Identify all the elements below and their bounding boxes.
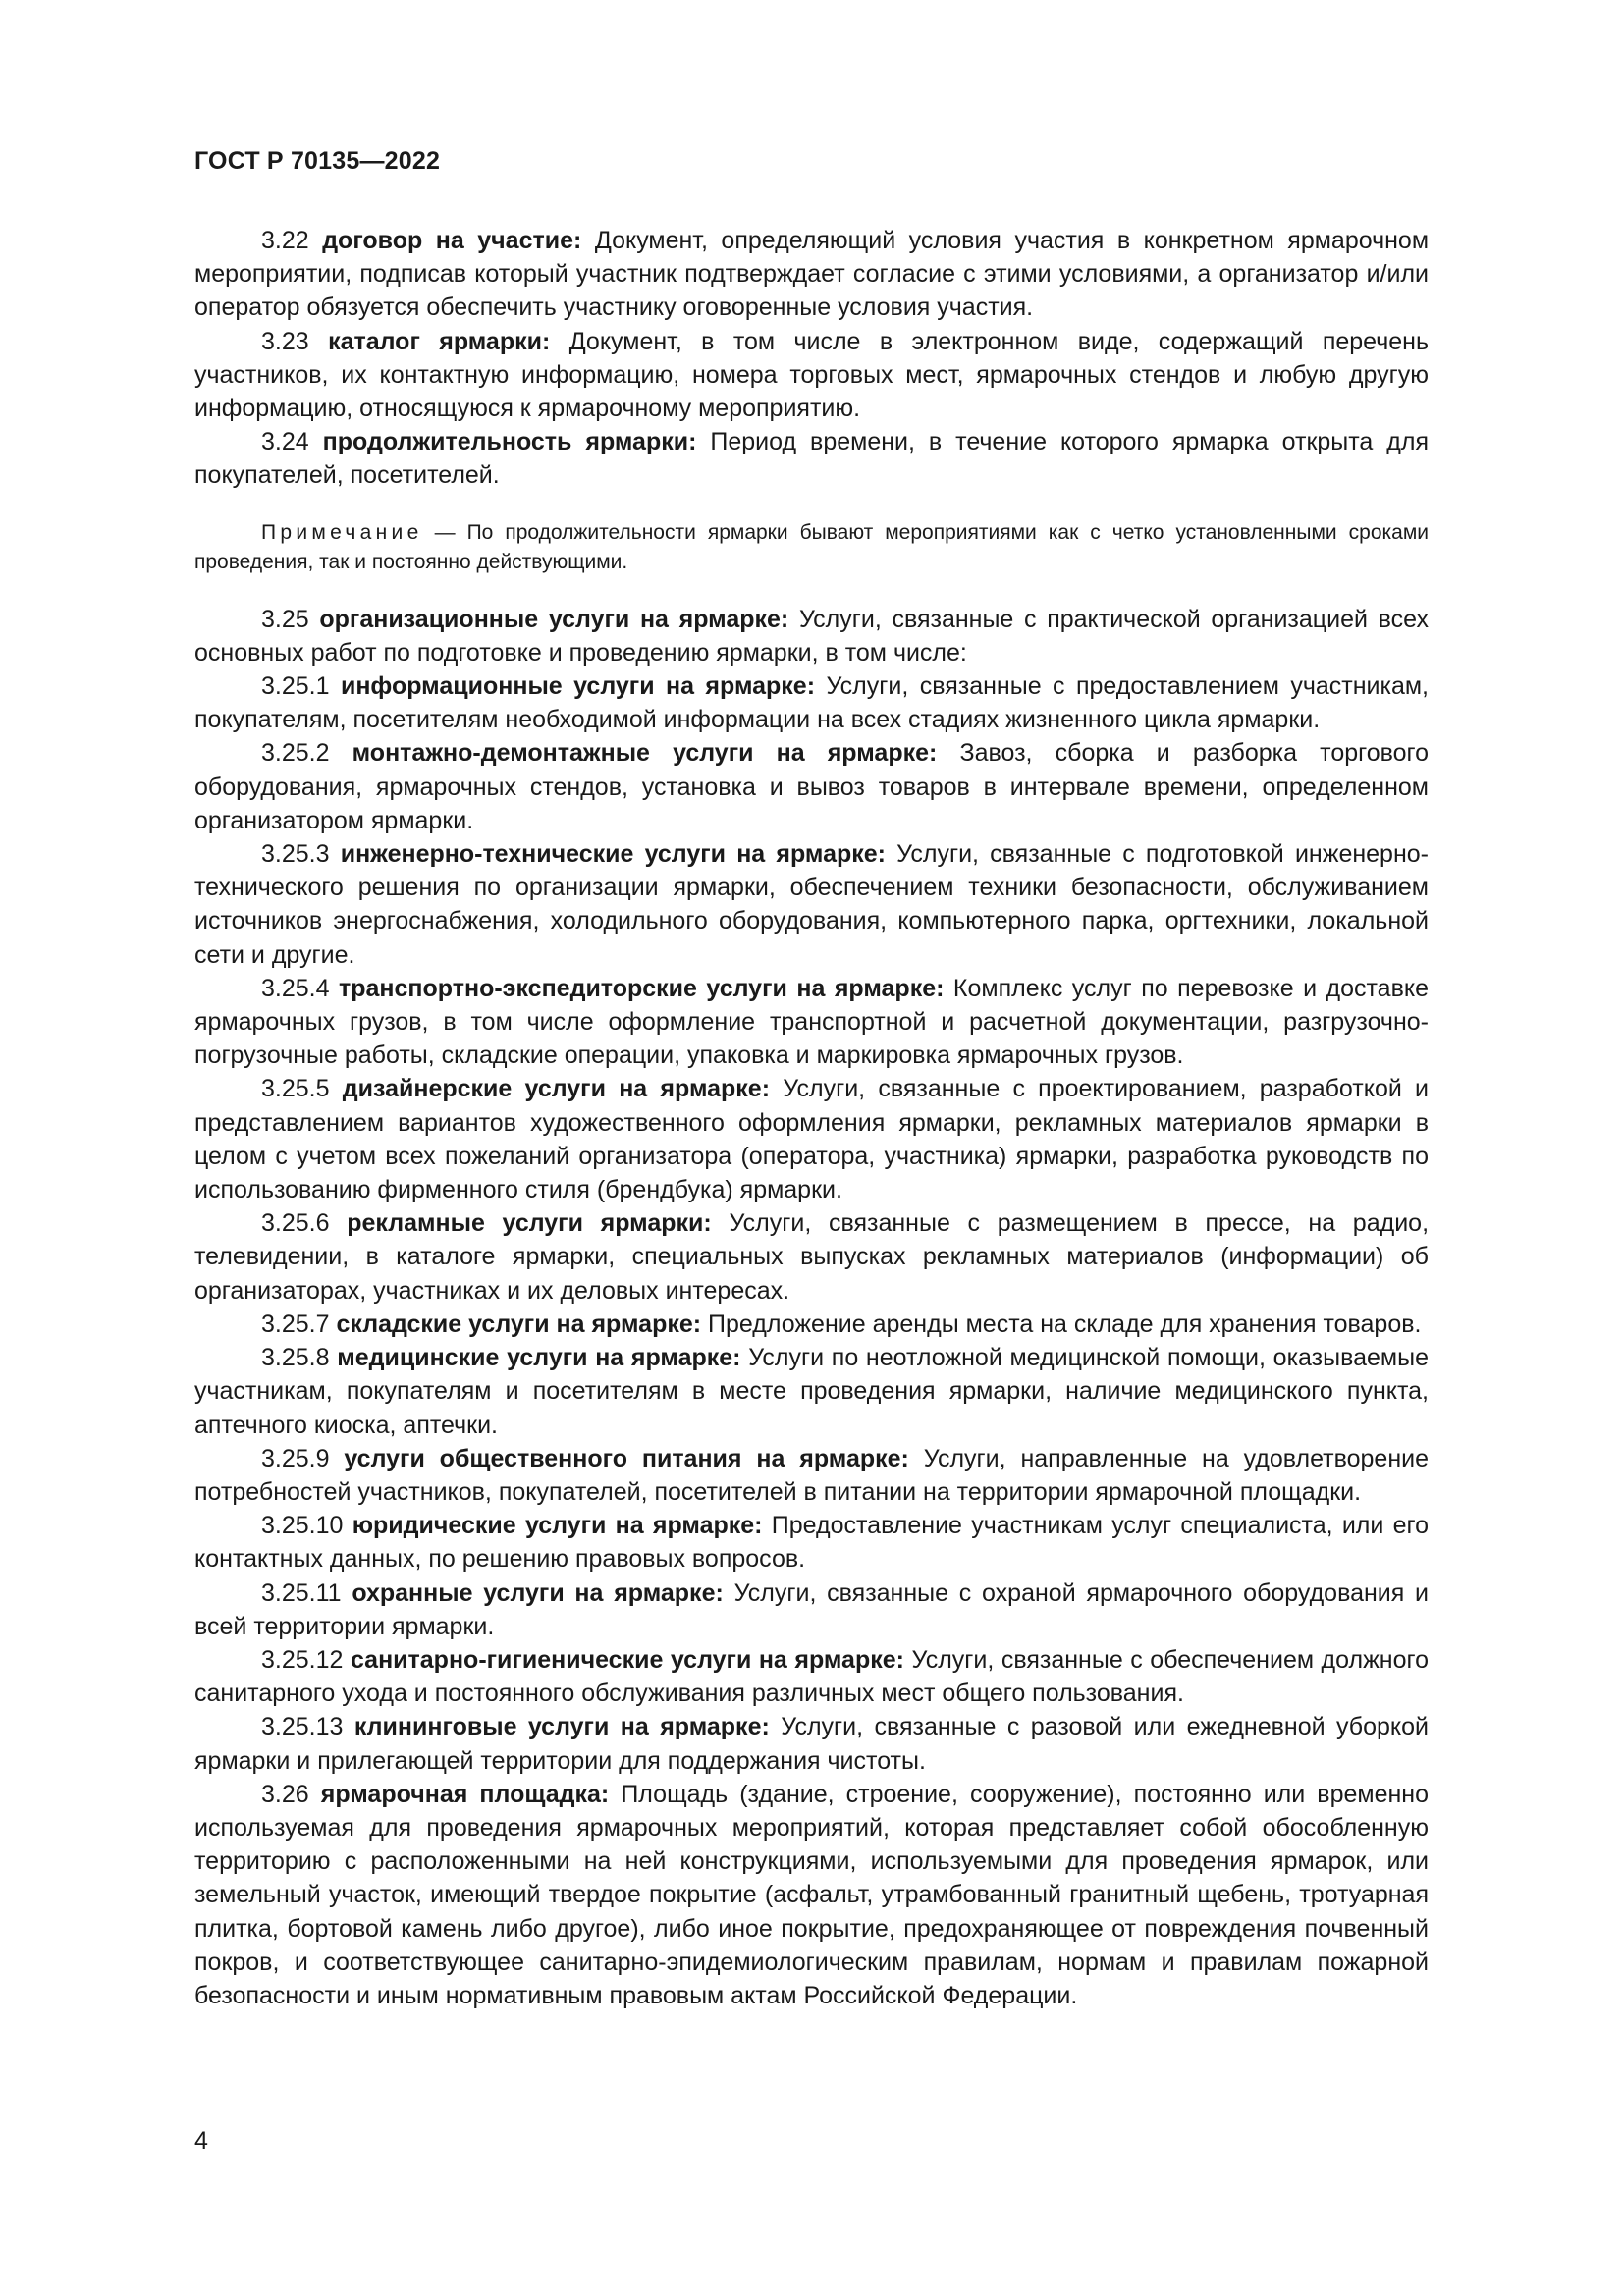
definition-text: Услуги, связанные с подготовкой инженерно-технического решения по организации ярмарки, обеспечением техники безопасности, обслуживанием источников энергоснабжения, холодильного оборудования, компьютерного парка, оргтехники, локальной сети и другие. [194, 840, 1429, 969]
document-header: ГОСТ Р 70135—2022 [194, 147, 441, 175]
definition-paragraph [194, 1206, 1429, 1308]
definition-paragraph [194, 224, 1429, 325]
defined-term: клининговые услуги на ярмарке: [353, 1713, 770, 1741]
clause-number: 3.26 [261, 1780, 309, 1808]
definition-paragraph [194, 1072, 1429, 1206]
definition-text: Услуги по неотложной медицинской помощи, оказываемые участникам, покупателям и посетителям в месте проведения ярмарки, наличие медицинского пункта, аптечного киоска, аптечки. [194, 1344, 1429, 1439]
defined-term: продолжительность ярмарки: [322, 428, 697, 456]
definition-text: Услуги, связанные с обеспечением должного санитарного ухода и постоянного обслуживания различных мест общего пользования. [194, 1645, 1429, 1708]
clause-number: 3.25.10 [261, 1512, 344, 1540]
definition-text: Завоз, сборка и разборка торгового оборудования, ярмарочных стендов, установка и вывоз товаров в интервале времени, определенном организатором ярмарки. [194, 739, 1430, 834]
defined-term: юридические услуги на ярмарке: [352, 1512, 763, 1540]
definition-text: Площадь (здание, строение, сооружение), постоянно или временно используемая для проведения ярмарочных мероприятий, которая представляет собой обособленную территорию с расположенными на ней конструкциями, используемыми для проведения ярмарок, или земельный участок, имеющий твердое покрытие (асфальт, утрамбованный гранитный щебень, тротуарная плитка, бортовой камень либо другое), либо иное покрытие, предохраняющее от повреждения почвенный покров, и соответствующее санитарно-эпидемиологическим правилам, нормам и правилам пожарной безопасности и иным нормативным правовым актам Российской Федерации. [194, 1780, 1429, 2009]
defined-term: каталог ярмарки: [328, 327, 551, 355]
clause-number: 3.24 [261, 428, 309, 456]
note-label: Примечание [261, 520, 423, 544]
definition-paragraph [194, 736, 1429, 837]
definition-paragraph [194, 1308, 1429, 1341]
definition-paragraph [194, 1778, 1429, 2012]
defined-term: услуги общественного питания на ярмарке: [344, 1444, 909, 1472]
document-body [194, 224, 1429, 2012]
clause-number: 3.23 [261, 327, 309, 355]
definition-text: Документ, в том числе в электронном виде, содержащий перечень участников, их контактную информацию, номера торговых мест, ярмарочных стендов и любую другую информацию, относящуюся к ярмарочному мероприятию. [194, 327, 1430, 423]
defined-term: дизайнерские услуги на ярмарке: [342, 1075, 771, 1103]
clause-number: 3.25.3 [261, 840, 330, 869]
note-paragraph [194, 518, 1429, 577]
definition-text: Услуги, связанные с размещением в прессе, на радио, телевидении, в каталоге ярмарки, специальных выпусках рекламных материалов (информации) об организаторах, участниках и их деловых интересах. [194, 1209, 1430, 1305]
clause-number: 3.25.11 [261, 1578, 342, 1607]
definition-text: Услуги, связанные с охраной ярмарочного оборудования и всей территории ярмарки. [194, 1578, 1430, 1640]
definition-paragraph [194, 1643, 1429, 1710]
definition-text: Период времени, в течение которого ярмарка открыта для покупателей, посетителей. [194, 428, 1429, 490]
clause-number: 3.25.7 [261, 1309, 330, 1338]
clause-number: 3.25.5 [261, 1075, 330, 1103]
definition-paragraph [194, 1710, 1429, 1777]
clause-number: 3.25 [261, 605, 309, 633]
clause-number: 3.25.1 [261, 672, 330, 701]
definition-text: Услуги, связанные с проектированием, разработкой и представлением вариантов художественного оформления ярмарки, рекламных материалов ярмарки в целом с учетом всех пожеланий организатора (оператора, участника) ярмарки, разработка руководств по использованию фирменного стиля (брендбука) ярмарки. [194, 1075, 1429, 1204]
definition-paragraph [194, 1576, 1429, 1643]
definitions-before-note [194, 224, 1429, 493]
definition-text: Комплекс услуг по перевозке и доставке ярмарочных грузов, в том числе оформление транспортной и расчетной документации, разгрузочно-погрузочные работы, складские операции, упаковка и маркировка ярмарочных грузов. [194, 974, 1429, 1070]
definition-paragraph [194, 325, 1429, 426]
clause-number: 3.25.6 [261, 1209, 330, 1238]
clause-number: 3.25.2 [261, 739, 330, 768]
definition-text: Услуги, связанные с разовой или ежедневной уборкой ярмарки и прилегающей территории для поддержания чистоты. [194, 1713, 1429, 1775]
definition-paragraph [194, 1509, 1429, 1575]
defined-term: складские услуги на ярмарке: [336, 1309, 702, 1338]
definition-paragraph [194, 1442, 1429, 1509]
page-number: 4 [194, 2127, 208, 2155]
defined-term: инженерно-технические услуги на ярмарке: [340, 840, 886, 869]
defined-term: ярмарочная площадка: [320, 1780, 610, 1808]
definition-paragraph [194, 972, 1429, 1073]
note-text: — По продолжительности ярмарки бывают мероприятиями как с четко установленными сроками проведения, так и постоянно действующими. [194, 520, 1429, 573]
clause-number: 3.25.12 [261, 1645, 344, 1674]
clause-number: 3.25.8 [261, 1344, 330, 1372]
definition-text: Документ, определяющий условия участия в конкретном ярмарочном мероприятии, подписав который участник подтверждает согласие с этими условиями, а организатор и/или оператор обязуется обеспечить участнику оговоренные условия участия. [194, 227, 1430, 322]
clause-number: 3.22 [261, 227, 309, 254]
defined-term: рекламные услуги ярмарки: [347, 1209, 712, 1238]
clause-number: 3.25.4 [261, 974, 330, 1002]
defined-term: информационные услуги на ярмарке: [340, 672, 816, 701]
defined-term: транспортно-экспедиторские услуги на ярмарке: [339, 974, 945, 1002]
clause-number: 3.25.13 [261, 1713, 344, 1741]
defined-term: организационные услуги на ярмарке: [319, 605, 789, 633]
definition-text: Услуги, направленные на удовлетворение потребностей участников, покупателей, посетителей в питании на территории ярмарочной площадки. [194, 1444, 1429, 1506]
definition-text: Предоставление участникам услуг специалиста, или его контактных данных, по решению правовых вопросов. [194, 1512, 1429, 1574]
definitions-after-note [194, 603, 1429, 2013]
defined-term: монтажно-демонтажные услуги на ярмарке: [352, 739, 938, 768]
defined-term: медицинские услуги на ярмарке: [337, 1344, 741, 1372]
definition-text: Предложение аренды места на складе для хранения товаров. [708, 1309, 1422, 1338]
definition-text: Услуги, связанные с практической организацией всех основных работ по подготовке и проведению ярмарки, в том числе: [194, 605, 1429, 667]
clause-number: 3.25.9 [261, 1444, 330, 1472]
definition-paragraph [194, 669, 1429, 736]
definition-paragraph [194, 837, 1429, 972]
definition-paragraph [194, 425, 1429, 492]
definition-paragraph [194, 603, 1429, 669]
defined-term: охранные услуги на ярмарке: [352, 1578, 724, 1607]
defined-term: договор на участие: [322, 227, 582, 254]
defined-term: санитарно-гигиенические услуги на ярмарке: [350, 1645, 904, 1674]
definition-text: Услуги, связанные с предоставлением участникам, покупателям, посетителям необходимой информации на всех стадиях жизненного цикла ярмарки. [194, 672, 1429, 734]
definition-paragraph [194, 1341, 1429, 1442]
